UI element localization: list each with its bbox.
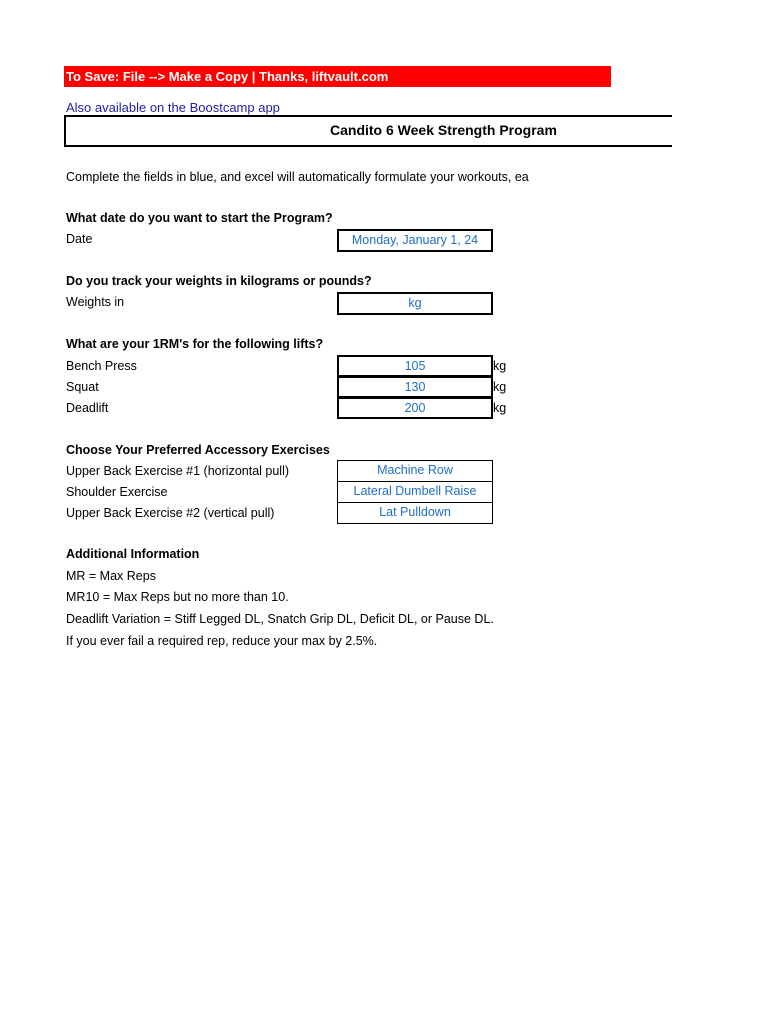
squat-1rm-field[interactable]: 130 xyxy=(337,376,493,398)
upper-back-2-field[interactable]: Lat Pulldown xyxy=(337,502,493,524)
bench-press-1rm-field[interactable]: 105 xyxy=(337,355,493,377)
squat-unit: kg xyxy=(493,380,507,394)
date-label: Date xyxy=(66,232,93,246)
weight-unit-field[interactable]: kg xyxy=(337,292,493,315)
save-instructions-banner: To Save: File --> Make a Copy | Thanks, liftvault.com xyxy=(64,66,611,87)
weights-in-label: Weights in xyxy=(66,295,125,309)
deadlift-1rm-field[interactable]: 200 xyxy=(337,397,493,419)
additional-line: If you ever fail a required rep, reduce your max by 2.5%. xyxy=(66,634,378,648)
upper-back-2-label: Upper Back Exercise #2 (vertical pull) xyxy=(66,506,275,520)
additional-line: Deadlift Variation = Stiff Legged DL, Snatch Grip DL, Deficit DL, or Pause DL. xyxy=(66,612,494,626)
squat-label: Squat xyxy=(66,380,99,394)
additional-heading: Additional Information xyxy=(66,547,200,561)
one-rm-question: What are your 1RM's for the following lifts? xyxy=(66,337,324,351)
shoulder-label: Shoulder Exercise xyxy=(66,485,168,499)
additional-line: MR10 = Max Reps but no more than 10. xyxy=(66,590,289,604)
start-date-field[interactable]: Monday, January 1, 24 xyxy=(337,229,493,252)
units-question: Do you track your weights in kilograms or pounds? xyxy=(66,274,372,288)
additional-line: MR = Max Reps xyxy=(66,569,156,583)
start-date-question: What date do you want to start the Program? xyxy=(66,211,333,225)
accessory-heading: Choose Your Preferred Accessory Exercises xyxy=(66,443,330,457)
deadlift-unit: kg xyxy=(493,401,507,415)
shoulder-field[interactable]: Lateral Dumbell Raise xyxy=(337,481,493,503)
boostcamp-link[interactable]: Also available on the Boostcamp app xyxy=(66,100,280,115)
intro-text: Complete the fields in blue, and excel will automatically formulate your workouts, ea xyxy=(66,170,529,184)
page-title: Candito 6 Week Strength Program xyxy=(330,122,557,138)
bench-press-unit: kg xyxy=(493,359,507,373)
deadlift-label: Deadlift xyxy=(66,401,109,415)
upper-back-1-label: Upper Back Exercise #1 (horizontal pull) xyxy=(66,464,290,478)
upper-back-1-field[interactable]: Machine Row xyxy=(337,460,493,482)
bench-press-label: Bench Press xyxy=(66,359,137,373)
